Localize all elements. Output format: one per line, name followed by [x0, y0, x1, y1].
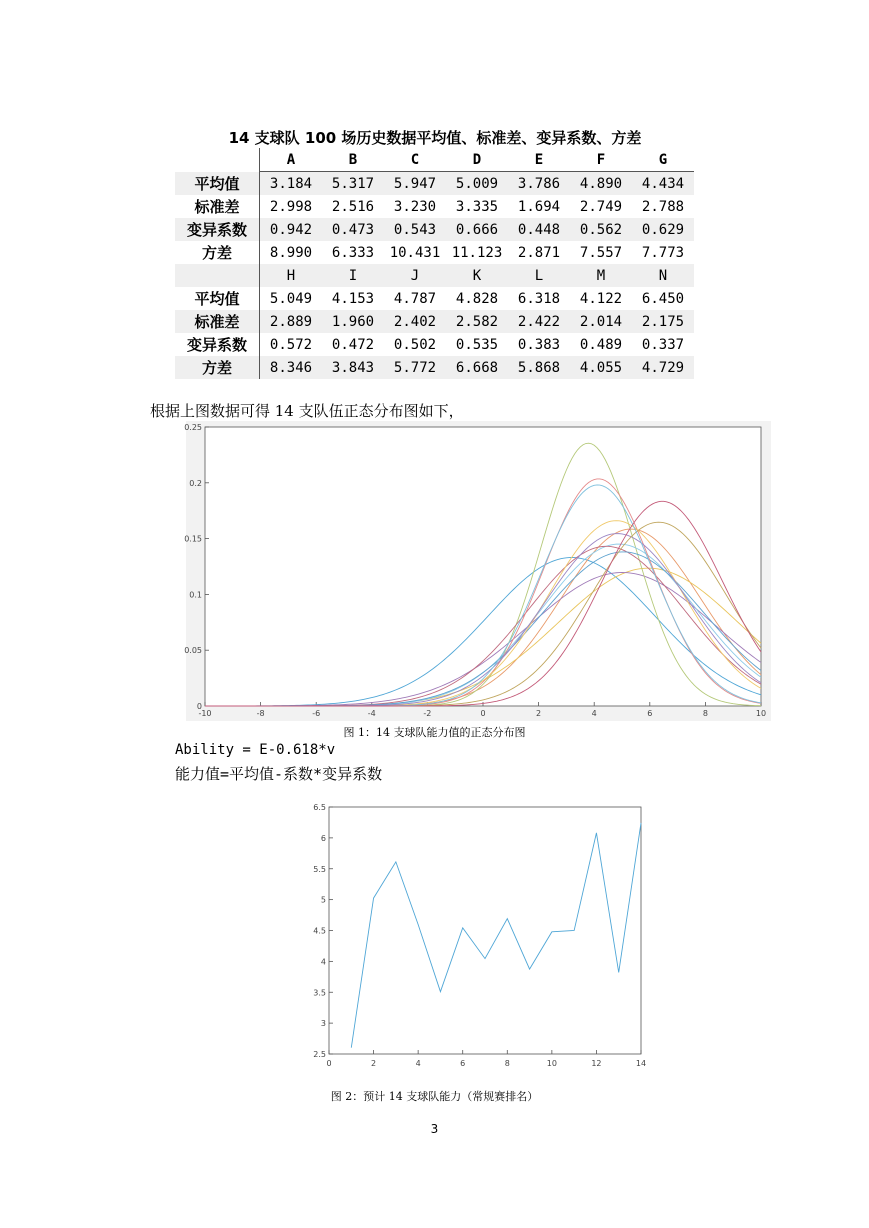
- table-cell: 2.889: [260, 310, 323, 333]
- table-cell: 2.014: [570, 310, 632, 333]
- col-header: D: [446, 148, 508, 172]
- table-cell: 4.055: [570, 356, 632, 379]
- col-header: E: [508, 148, 570, 172]
- table-row: [175, 172, 694, 196]
- table-row: [175, 310, 694, 333]
- row-label: 平均值: [175, 172, 260, 196]
- table-cell: 8.346: [260, 356, 323, 379]
- table-cell: 5.772: [384, 356, 446, 379]
- table-cell: 6.450: [641, 290, 685, 307]
- intro-paragraph: 根据上图数据可得 14 支队伍正态分布图如下，: [150, 402, 464, 420]
- col-header: L: [508, 264, 570, 287]
- row-label: 标准差: [175, 195, 260, 218]
- table-cell: 0.472: [331, 336, 375, 353]
- row-label: 变异系数: [175, 218, 260, 241]
- x-tick-label: -6: [312, 709, 321, 718]
- table-cell: 4.122: [579, 290, 623, 307]
- table-cell: 0.448: [508, 218, 570, 241]
- col-header: B: [322, 148, 384, 172]
- table-cell: 0.502: [393, 336, 437, 353]
- row-label: 平均值: [175, 287, 260, 310]
- table-cell: 4.890: [570, 172, 632, 196]
- table-cell: 0.383: [517, 336, 561, 353]
- table-cell: 3.184: [260, 172, 323, 196]
- x-tick-label: 4: [591, 709, 597, 718]
- table-cell: 3.230: [393, 198, 437, 215]
- table-row: [175, 218, 694, 241]
- col-header: G: [632, 148, 694, 172]
- col-header: N: [632, 264, 694, 287]
- table-cell: 3.786: [508, 172, 570, 196]
- table-row: [175, 333, 694, 356]
- table-cell: 4.729: [632, 356, 694, 379]
- table-cell: 5.009: [446, 172, 508, 196]
- table-row: [175, 241, 694, 264]
- x-tick-label: -4: [367, 709, 376, 718]
- table-cell: 0.489: [579, 336, 623, 353]
- ability-formula-chinese: 能力值=平均值-系数*变异系数: [175, 765, 383, 783]
- table-cell: 8.990: [269, 244, 313, 261]
- y-tick-label: 0.05: [184, 646, 202, 656]
- table-cell: 2.175: [632, 310, 694, 333]
- col-header: K: [446, 264, 508, 287]
- y-tick-label: 2.5: [313, 1050, 326, 1059]
- col-header: A: [260, 148, 323, 172]
- table-cell: 4.828: [455, 290, 499, 307]
- col-header: F: [570, 148, 632, 172]
- col-header: M: [570, 264, 632, 287]
- y-tick-label: 0.2: [189, 478, 202, 488]
- table-cell: 11.123: [451, 244, 503, 261]
- table-cell: 3.843: [322, 356, 384, 379]
- x-tick-label: 10: [546, 1059, 557, 1068]
- table-header-row: [175, 264, 694, 287]
- table-cell: 6.668: [446, 356, 508, 379]
- table-cell: 5.049: [269, 290, 313, 307]
- table-cell: 0.562: [570, 218, 632, 241]
- table-cell: 0.572: [269, 336, 313, 353]
- table-cell: 2.582: [446, 310, 508, 333]
- table-cell: 2.422: [508, 310, 570, 333]
- table-cell: 4.434: [632, 172, 694, 196]
- x-tick-label: 2: [371, 1059, 377, 1068]
- table-cell: 4.153: [331, 290, 375, 307]
- table-cell: 2.516: [331, 198, 375, 215]
- stats-table: [175, 148, 694, 379]
- y-tick-label: 5: [320, 895, 326, 905]
- plot-area: [205, 427, 761, 706]
- y-tick-label: 0.1: [189, 590, 202, 600]
- x-tick-label: -2: [423, 709, 432, 718]
- table-row: [175, 195, 694, 218]
- table-cell: 1.694: [517, 198, 561, 215]
- table-row: [175, 356, 694, 379]
- x-tick-label: 8: [504, 1059, 510, 1068]
- table-cell: 7.773: [641, 244, 685, 261]
- table-cell: 0.473: [322, 218, 384, 241]
- x-tick-label: -8: [256, 709, 265, 718]
- table-cell: 0.535: [455, 336, 499, 353]
- x-tick-label: 10: [755, 709, 767, 718]
- y-tick-label: 3: [320, 1019, 326, 1029]
- col-header: J: [384, 264, 446, 287]
- x-tick-label: 6: [647, 709, 653, 718]
- y-tick-label: 6.5: [313, 803, 326, 812]
- figure-1-caption: 图 1：14 支球队能力值的正态分布图: [343, 726, 526, 739]
- table-cell: 7.557: [579, 244, 623, 261]
- y-tick-label: 4: [320, 957, 326, 967]
- y-tick-label: 3.5: [313, 988, 326, 998]
- table-cell: 2.998: [269, 198, 313, 215]
- x-tick-label: 14: [635, 1059, 647, 1068]
- table-cell: 5.868: [508, 356, 570, 379]
- col-header: C: [384, 148, 446, 172]
- col-header: I: [322, 264, 384, 287]
- table-cell: 5.317: [322, 172, 384, 196]
- x-tick-label: 0: [326, 1059, 332, 1068]
- page-number: 3: [430, 1122, 439, 1136]
- x-tick-label: 12: [591, 1059, 602, 1068]
- y-tick-label: 4.5: [313, 926, 326, 936]
- y-tick-label: 0.25: [184, 423, 202, 432]
- table-cell: 2.402: [384, 310, 446, 333]
- col-header: H: [260, 264, 323, 287]
- x-tick-label: 6: [460, 1059, 466, 1068]
- table-cell: 1.960: [322, 310, 384, 333]
- table-cell: 2.749: [579, 198, 623, 215]
- x-tick-label: 2: [536, 709, 542, 718]
- table-title: 14 支球队 100 场历史数据平均值、标准差、变异系数、方差: [228, 129, 642, 147]
- table-cell: 0.666: [446, 218, 508, 241]
- y-tick-label: 6: [320, 833, 326, 843]
- row-label: 标准差: [175, 310, 260, 333]
- row-label: 方差: [175, 356, 260, 379]
- ability-formula: Ability = E-0.618*v: [175, 742, 336, 758]
- x-tick-label: -10: [198, 709, 212, 718]
- table-cell: 0.942: [260, 218, 323, 241]
- table-cell: 0.337: [641, 336, 685, 353]
- normal-distribution-chart: [186, 421, 771, 721]
- table-header-row: [175, 148, 694, 172]
- table-cell: 10.431: [389, 244, 441, 261]
- ability-line-chart: [305, 800, 650, 1072]
- table-cell: 2.871: [517, 244, 561, 261]
- row-label: 变异系数: [175, 333, 260, 356]
- y-tick-label: 0.15: [184, 534, 202, 544]
- x-tick-label: 4: [415, 1059, 421, 1068]
- table-cell: 3.335: [455, 198, 499, 215]
- table-cell: 0.543: [384, 218, 446, 241]
- row-label: 方差: [175, 241, 260, 264]
- table-cell: 0.629: [632, 218, 694, 241]
- figure-2-caption: 图 2：预计 14 支球队能力（常规赛排名）: [330, 1090, 539, 1103]
- y-tick-label: 0: [196, 702, 202, 711]
- table-cell: 6.318: [517, 290, 561, 307]
- table-cell: 4.787: [393, 290, 437, 307]
- x-tick-label: 0: [480, 709, 486, 718]
- table-cell: 2.788: [641, 198, 685, 215]
- y-tick-label: 5.5: [313, 864, 326, 874]
- table-cell: 5.947: [384, 172, 446, 196]
- table-cell: 6.333: [331, 244, 375, 261]
- x-tick-label: 8: [702, 709, 708, 718]
- table-row: [175, 287, 694, 310]
